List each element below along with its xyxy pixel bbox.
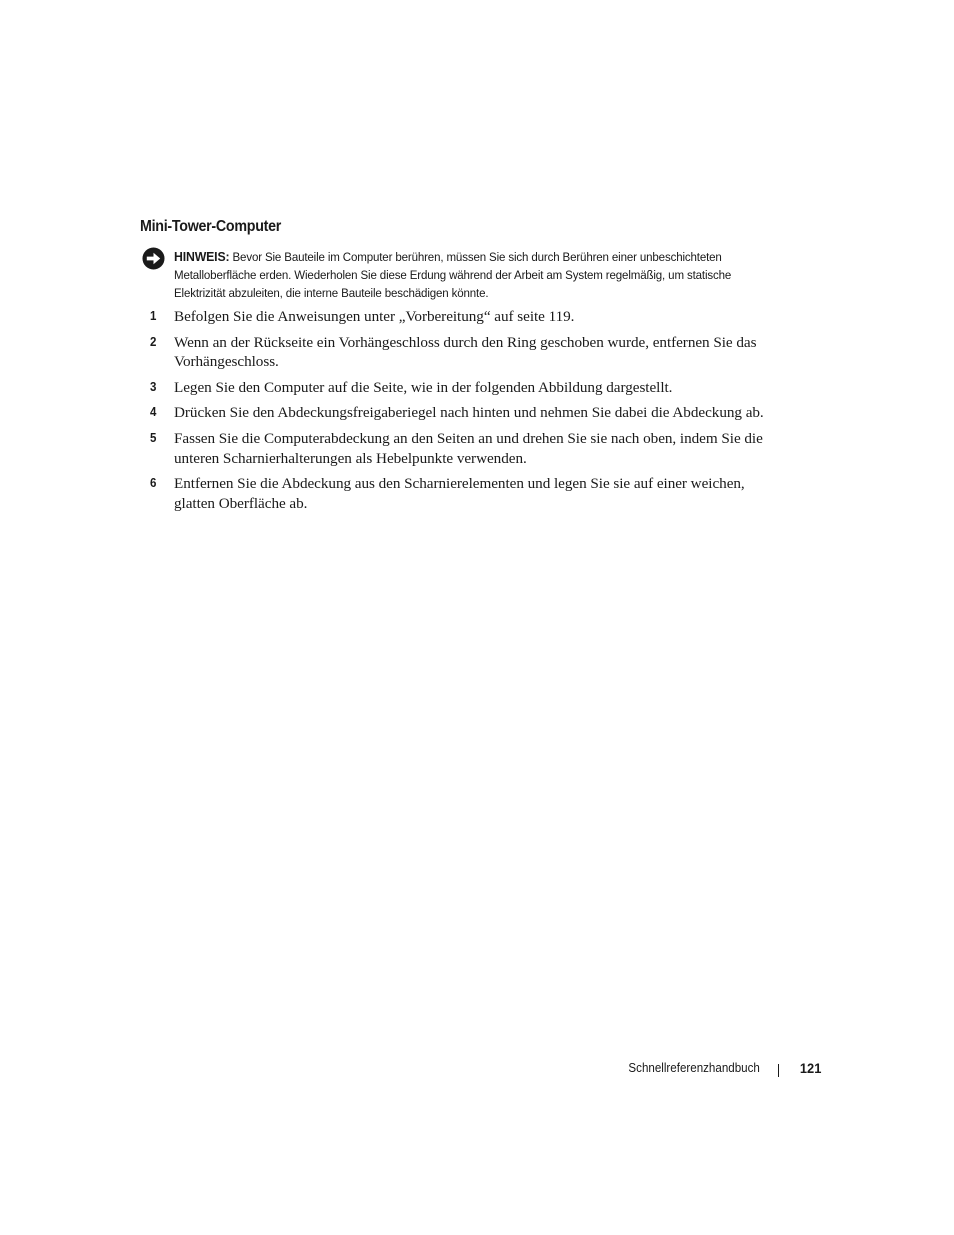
page-footer bbox=[560, 1061, 821, 1081]
step-text: Legen Sie den Computer auf die Seite, wie in der folgenden Abbildung dargestellt. bbox=[174, 378, 673, 396]
step-number: 5 bbox=[150, 430, 157, 445]
notice-label: HINWEIS: bbox=[174, 249, 230, 264]
notice-text bbox=[174, 248, 741, 302]
step-number: 2 bbox=[150, 334, 157, 349]
footer-title: Schnellreferenzhandbuch bbox=[628, 1061, 760, 1075]
notice-arrow-icon bbox=[142, 247, 165, 270]
step-list bbox=[150, 307, 770, 519]
step-number: 1 bbox=[150, 309, 157, 323]
step-number: 6 bbox=[150, 476, 157, 491]
section-title: Mini-Tower-Computer bbox=[140, 218, 282, 235]
step-number: 4 bbox=[150, 405, 157, 420]
list-item bbox=[150, 378, 770, 398]
step-number: 3 bbox=[150, 379, 157, 394]
step-text: Fassen Sie die Computerabdeckung an den Seiten an und drehen Sie sie nach oben, indem Sie die unteren Scharnierhalterungen als Hebelpunkte verwenden. bbox=[174, 429, 763, 467]
footer-divider bbox=[778, 1064, 779, 1077]
step-text: Entfernen Sie die Abdeckung aus den Scharnierelementen und legen Sie sie auf einer weichen, glatten Oberfläche ab. bbox=[174, 475, 745, 512]
notice-body: Bevor Sie Bauteile im Computer berühren, müssen Sie sich durch Berühren einer unbeschichteten Metalloberfläche erden. Wiederholen Sie diese Erdung während der Arbeit am System regelmäßig, um statische Elektrizität abzuleiten, die interne Bauteile beschädigen könnte. bbox=[174, 250, 732, 300]
step-text: Wenn an der Rückseite ein Vorhängeschloss durch den Ring geschoben wurde, entfernen Sie das Vorhängeschloss. bbox=[174, 333, 757, 371]
list-item bbox=[150, 333, 770, 372]
page-number: 121 bbox=[799, 1060, 821, 1076]
list-item bbox=[150, 307, 770, 327]
step-text: Drücken Sie den Abdeckungsfreigaberiegel nach hinten und nehmen Sie dabei die Abdeckung ab. bbox=[174, 404, 764, 422]
list-item bbox=[150, 474, 770, 513]
list-item bbox=[150, 429, 770, 468]
list-item bbox=[150, 403, 770, 423]
step-text: Befolgen Sie die Anweisungen unter „Vorbereitung“ auf seite 119. bbox=[174, 308, 575, 325]
